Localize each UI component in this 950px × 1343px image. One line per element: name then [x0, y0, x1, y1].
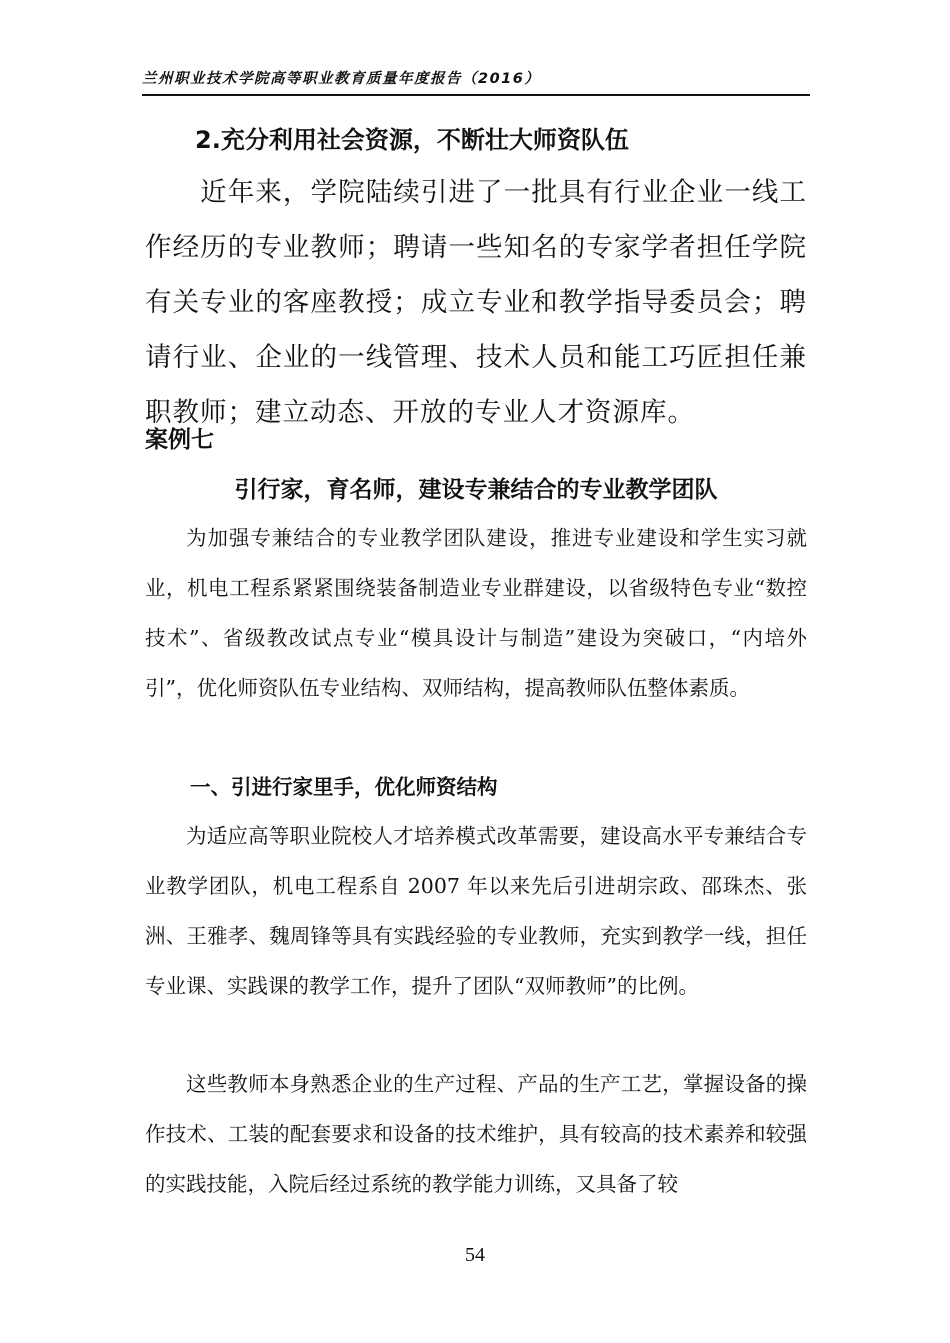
case-subheading: 一、引进行家里手，优化师资结构	[190, 775, 498, 799]
header-divider	[142, 94, 810, 96]
case-label: 案例七	[145, 427, 214, 453]
case-paragraph-1: 为适应高等职业院校人才培养模式改革需要，建设高水平专兼结合专业教学团队，机电工程系自 2007 年以来先后引进胡宗政、邵珠杰、张洲、王雅孝、魏周锋等具有实践经验的专业教师，充实到教学一线，担任专业课、实践课的教学工作，提升了团队“双师教师”的比例。	[145, 824, 807, 998]
section-heading: 2.充分利用社会资源，不断壮大师资队伍	[195, 126, 629, 154]
section-paragraph: 近年来，学院陆续引进了一批具有行业企业一线工作经历的专业教师；聘请一些知名的专家学者担任学院有关专业的客座教授；成立专业和教学指导委员会；聘请行业、企业的一线管理、技术人员和能工巧匠担任兼职教师；建立动态、开放的专业人才资源库。	[145, 177, 807, 428]
case-intro-paragraph: 为加强专兼结合的专业教学团队建设，推进专业建设和学生实习就业，机电工程系紧紧围绕装备制造业专业群建设，以省级特色专业“数控技术”、省级教改试点专业“模具设计与制造”建设为突破口，“内培外引”，优化师资队伍专业结构、双师结构，提高教师队伍整体素质。	[145, 526, 807, 700]
case-title: 引行家，育名师，建设专兼结合的专业教学团队	[234, 477, 718, 503]
report-header-title: 兰州职业技术学院高等职业教育质量年度报告（2016）	[142, 71, 541, 87]
page-number: 54	[465, 1244, 485, 1266]
case-paragraph-2: 这些教师本身熟悉企业的生产过程、产品的生产工艺，掌握设备的操作技术、工装的配套要求和设备的技术维护，具有较高的技术素养和较强的实践技能，入院后经过系统的教学能力训练，又具备了较	[145, 1072, 807, 1196]
